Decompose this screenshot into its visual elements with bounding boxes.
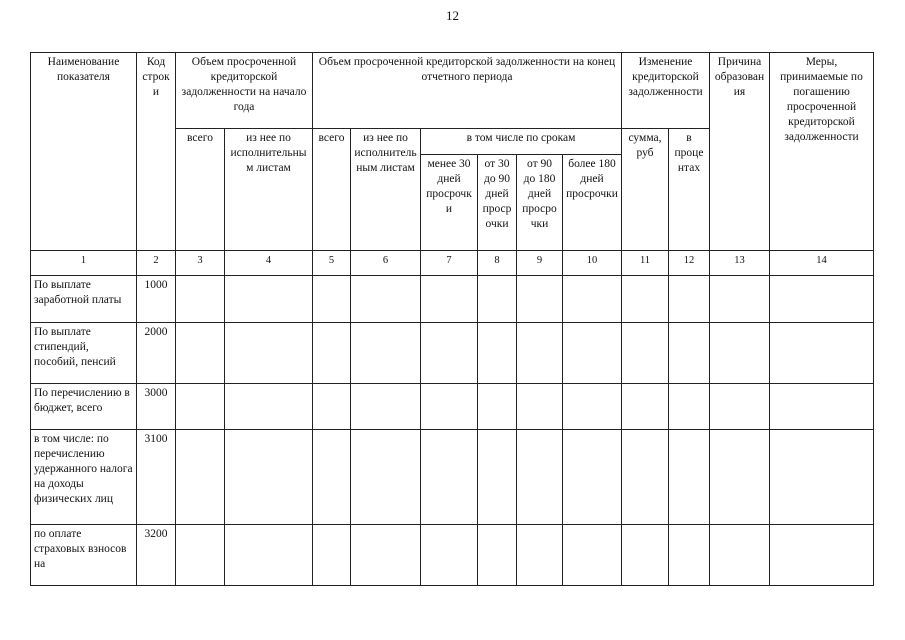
empty-cell: [517, 525, 563, 586]
header-term-lt30: менее 30 дней просрочки: [421, 155, 478, 251]
row-code: 3200: [137, 525, 176, 586]
empty-cell: [351, 525, 421, 586]
row-code: 1000: [137, 276, 176, 323]
column-number: 11: [622, 251, 669, 276]
column-number: 2: [137, 251, 176, 276]
header-begin-writs: из нее по исполнительным листам: [225, 129, 313, 251]
empty-cell: [351, 384, 421, 430]
row-label: по оплате страховых взносов на: [31, 525, 137, 586]
empty-cell: [669, 430, 710, 525]
column-number-row: [31, 251, 874, 276]
header-name: Наименование показателя: [31, 53, 137, 251]
empty-cell: [770, 430, 874, 525]
header-change-group: Изменение кредиторской задолженности: [622, 53, 710, 129]
empty-cell: [421, 323, 478, 384]
column-number: 12: [669, 251, 710, 276]
column-number: 7: [421, 251, 478, 276]
empty-cell: [225, 430, 313, 525]
empty-cell: [225, 384, 313, 430]
column-number: 10: [563, 251, 622, 276]
header-code: Код строки: [137, 53, 176, 251]
header-term-gt180: более 180 дней просрочки: [563, 155, 622, 251]
empty-cell: [478, 323, 517, 384]
empty-cell: [563, 384, 622, 430]
empty-cell: [622, 276, 669, 323]
empty-cell: [669, 525, 710, 586]
empty-cell: [517, 384, 563, 430]
empty-cell: [225, 323, 313, 384]
column-number: 13: [710, 251, 770, 276]
empty-cell: [622, 323, 669, 384]
row-label: По выплате заработной платы: [31, 276, 137, 323]
empty-cell: [351, 323, 421, 384]
empty-cell: [351, 430, 421, 525]
empty-cell: [669, 384, 710, 430]
empty-cell: [176, 525, 225, 586]
table-row: [31, 525, 874, 586]
empty-cell: [478, 384, 517, 430]
table-row: [31, 430, 874, 525]
row-label: в том числе: по перечислению удержанного налога на доходы физических лиц: [31, 430, 137, 525]
empty-cell: [313, 384, 351, 430]
empty-cell: [622, 384, 669, 430]
table-row: [31, 384, 874, 430]
empty-cell: [421, 384, 478, 430]
header-end-writs: из нее по исполнительным листам: [351, 129, 421, 251]
header-term-30-90: от 30 до 90 дней просрочки: [478, 155, 517, 251]
empty-cell: [710, 276, 770, 323]
empty-cell: [770, 276, 874, 323]
header-change-pct: в процентах: [669, 129, 710, 251]
empty-cell: [710, 384, 770, 430]
empty-cell: [517, 430, 563, 525]
empty-cell: [770, 525, 874, 586]
page-number: 12: [446, 8, 459, 23]
row-label: По перечислению в бюджет, всего: [31, 384, 137, 430]
empty-cell: [478, 276, 517, 323]
empty-cell: [563, 430, 622, 525]
column-number: 1: [31, 251, 137, 276]
empty-cell: [563, 323, 622, 384]
row-code: 3000: [137, 384, 176, 430]
empty-cell: [351, 276, 421, 323]
row-code: 3100: [137, 430, 176, 525]
empty-cell: [710, 430, 770, 525]
header-measures: Меры, принимаемые по погашению просроченной кредиторской задолженности: [770, 53, 874, 251]
table-row: [31, 323, 874, 384]
table-row: [31, 276, 874, 323]
column-number: 8: [478, 251, 517, 276]
empty-cell: [313, 525, 351, 586]
empty-cell: [176, 323, 225, 384]
empty-cell: [421, 430, 478, 525]
column-number: 3: [176, 251, 225, 276]
empty-cell: [770, 384, 874, 430]
column-number: 6: [351, 251, 421, 276]
empty-cell: [669, 323, 710, 384]
empty-cell: [176, 430, 225, 525]
header-end-total: всего: [313, 129, 351, 251]
empty-cell: [517, 276, 563, 323]
empty-cell: [770, 323, 874, 384]
empty-cell: [225, 525, 313, 586]
empty-cell: [710, 323, 770, 384]
column-number: 9: [517, 251, 563, 276]
empty-cell: [421, 525, 478, 586]
column-number: 5: [313, 251, 351, 276]
row-label: По выплате стипендий, пособий, пенсий: [31, 323, 137, 384]
header-terms-group: в том числе по срокам: [421, 129, 622, 155]
row-code: 2000: [137, 323, 176, 384]
empty-cell: [710, 525, 770, 586]
empty-cell: [313, 276, 351, 323]
empty-cell: [563, 276, 622, 323]
column-number: 14: [770, 251, 874, 276]
empty-cell: [225, 276, 313, 323]
header-reason: Причина образования: [710, 53, 770, 251]
report-table: [30, 52, 874, 586]
empty-cell: [176, 276, 225, 323]
empty-cell: [622, 430, 669, 525]
empty-cell: [176, 384, 225, 430]
empty-cell: [313, 430, 351, 525]
empty-cell: [421, 276, 478, 323]
empty-cell: [669, 276, 710, 323]
empty-cell: [517, 323, 563, 384]
header-begin-group: Объем просроченной кредиторской задолженности на начало года: [176, 53, 313, 129]
empty-cell: [478, 430, 517, 525]
column-number: 4: [225, 251, 313, 276]
empty-cell: [313, 323, 351, 384]
empty-cell: [478, 525, 517, 586]
empty-cell: [622, 525, 669, 586]
header-begin-total: всего: [176, 129, 225, 251]
header-change-sum: сумма, руб: [622, 129, 669, 251]
header-term-90-180: от 90 до 180 дней просрочки: [517, 155, 563, 251]
header-end-group: Объем просроченной кредиторской задолженности на конец отчетного периода: [313, 53, 622, 129]
empty-cell: [563, 525, 622, 586]
